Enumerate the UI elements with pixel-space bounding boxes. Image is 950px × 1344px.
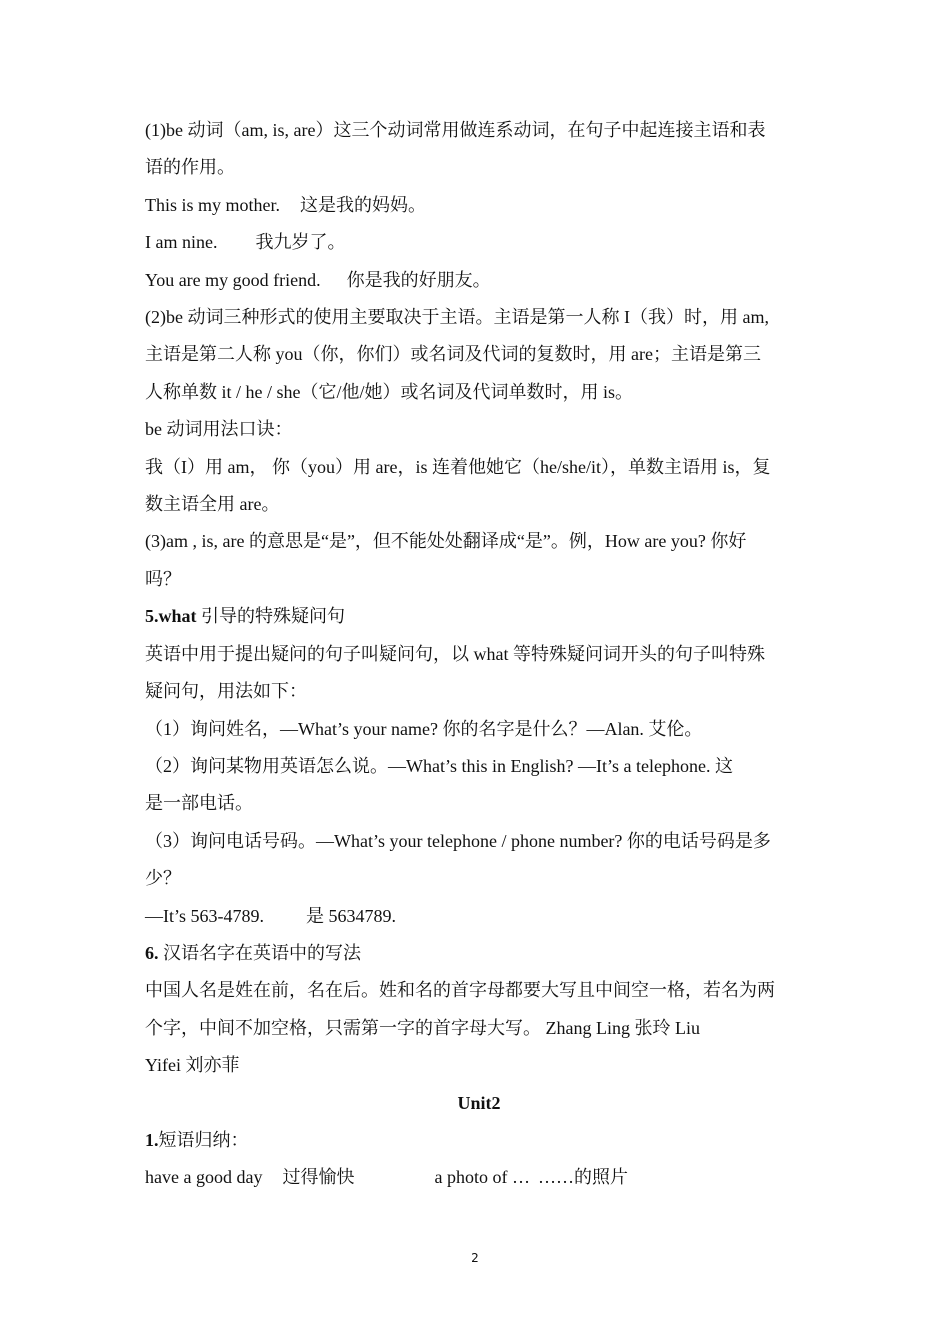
text-line: (3)am , is, are 的意思是“是”，但不能处处翻译成“是”。例，How are you? 你好 — [145, 531, 747, 552]
example-line — [145, 187, 813, 224]
text-line: （1）询问姓名，—What’s your name? 你的名字是什么？—Alan. 艾伦。 — [145, 718, 703, 739]
section-heading-5 — [145, 598, 813, 635]
phrase-chinese: 过得愉快 — [282, 1167, 355, 1188]
page-number: 2 — [471, 1251, 479, 1265]
text-line: 我（I）用 am， 你（you）用 are，is 连着他她它（he/she/it），单数主语用 is，复 — [145, 456, 771, 477]
text-line: 英语中用于提出疑问的句子叫疑问句，以 what 等特殊疑问词开头的句子叫特殊 — [145, 643, 765, 664]
text-line: 个字，中间不加空格，只需第一字的首字母大写。 Zhang Ling 张玲 Liu — [145, 1017, 700, 1038]
section-heading-1 — [145, 1122, 813, 1159]
phrase-english: a photo of … — [434, 1167, 530, 1188]
section-title: 引导的特殊疑问句 — [196, 606, 346, 627]
example-chinese: 我九岁了。 — [255, 232, 346, 253]
phrase-english: have a good day — [145, 1167, 263, 1188]
section-title: 汉语名字在英语中的写法 — [158, 942, 361, 963]
section-title: 短语归纳： — [158, 1129, 249, 1150]
text-line: 是一部电话。 — [145, 793, 253, 814]
section-number: 6. — [145, 942, 159, 963]
text-line: 少？ — [145, 868, 181, 889]
example-chinese: 这是我的妈妈。 — [300, 194, 426, 215]
text-line: 人称单数 it / he / she（它/他/她）或名词及代词单数时，用 is。 — [145, 381, 633, 402]
phrase-chinese: ……的照片 — [537, 1167, 628, 1188]
unit-title: Unit2 — [457, 1092, 501, 1113]
text-line: 主语是第二人称 you（你，你们）或名词及代词的复数时，用 are；主语是第三 — [145, 344, 761, 365]
phrase-line — [145, 1159, 813, 1196]
example-line — [145, 898, 813, 935]
text-line: 数主语全用 are。 — [145, 494, 280, 515]
example-english: I am nine. — [145, 232, 218, 253]
text-line: (2)be 动词三种形式的使用主要取决于主语。主语是第一人称 I（我）时，用 am, — [145, 307, 769, 328]
example-line — [145, 224, 813, 261]
text-line: （3）询问电话号码。—What’s your telephone / phone number? 你的电话号码是多 — [145, 830, 771, 851]
text-line: 疑问句，用法如下： — [145, 681, 307, 702]
example-chinese: 你是我的好朋友。 — [346, 269, 491, 290]
text-line: 语的作用。 — [145, 157, 235, 178]
text-line: be 动词用法口诀： — [145, 419, 293, 440]
page-body — [145, 112, 813, 1197]
example-english: You are my good friend. — [145, 269, 321, 290]
text-line: 吗？ — [145, 568, 181, 589]
example-english: —It’s 563-4789. — [145, 905, 264, 926]
section-heading-6 — [145, 935, 813, 972]
text-line: (1)be 动词（am, is, are）这三个动词常用做连系动词，在句子中起连接主语和表 — [145, 120, 766, 140]
text-line: Yifei 刘亦菲 — [145, 1055, 240, 1076]
example-english: This is my mother. — [145, 194, 280, 215]
example-chinese: 是 5634789. — [306, 905, 396, 926]
section-number: 5.what — [145, 606, 197, 627]
text-line: 中国人名是姓在前，名在后。姓和名的首字母都要大写且中间空一格，若名为两 — [145, 980, 775, 1001]
text-line: （2）询问某物用英语怎么说。—What’s this in English? —It’s a telephone. 这 — [145, 755, 733, 776]
section-number: 1. — [145, 1129, 159, 1150]
example-line — [145, 262, 813, 299]
